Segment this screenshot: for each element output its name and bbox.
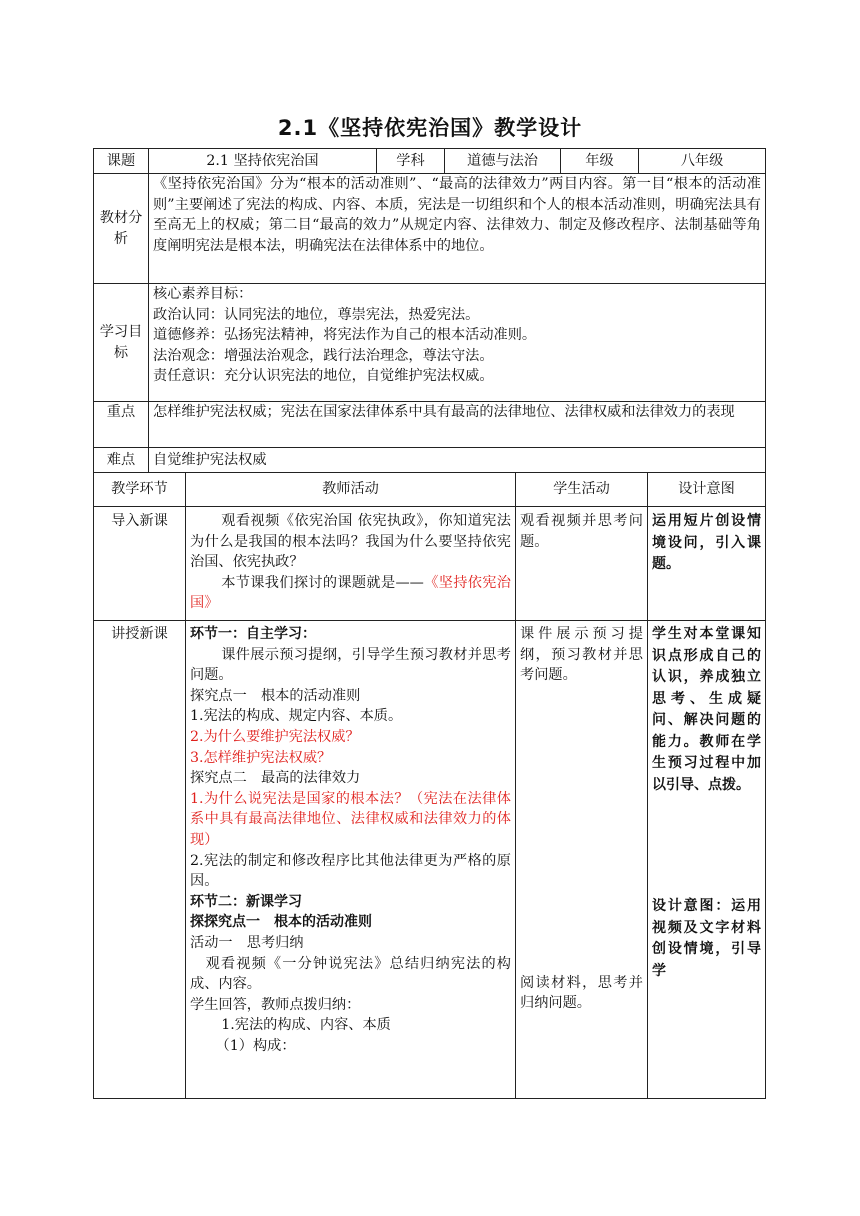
header-stage: 教学环节 — [94, 473, 186, 507]
lecture-stage: 讲授新课 — [94, 621, 186, 1099]
teacher-text: （1）构成： — [215, 1037, 296, 1054]
header-intent: 设计意图 — [648, 473, 766, 507]
grade-value: 八年级 — [639, 149, 766, 174]
teacher-text: 探究点二 最高的法律效力 — [190, 770, 361, 787]
overview-table — [93, 148, 766, 473]
intro-teacher-lead: 本节课我们探讨的课题就是—— — [221, 574, 424, 591]
course-label: 课题 — [94, 149, 149, 174]
goal-line: 核心素养目标： — [153, 286, 253, 302]
section-heading: 探探究点一 根本的活动准则 — [190, 914, 372, 931]
student-text: 课件展示预习提纲，预习教材并思考问题。 — [520, 626, 643, 684]
course-value: 2.1 坚持依宪治国 — [149, 149, 377, 174]
header-teacher: 教师活动 — [186, 473, 516, 507]
difficult-label: 难点 — [94, 448, 149, 473]
intro-teacher-text: 观看视频《依宪治国 依宪执政》，你知道宪法为什么是我国的根本法吗？我国为什么要坚持依宪治国、依宪执政？ — [190, 513, 511, 571]
goals-text — [149, 284, 766, 402]
teacher-text: 观看视频《一分钟说宪法》总结归纳宪法的构成、内容。 — [190, 955, 511, 993]
key-label: 重点 — [94, 402, 149, 448]
subject-value: 道德与法治 — [445, 149, 561, 174]
subject-label: 学科 — [377, 149, 445, 174]
intro-teacher — [186, 507, 516, 621]
section-heading: 环节一：自主学习： — [190, 626, 316, 642]
intro-teacher-topic: 《坚持依宪治国》 — [190, 574, 511, 612]
teacher-text: 1.宪法的构成、规定内容、本质。 — [190, 708, 403, 725]
process-table — [93, 472, 766, 1099]
teacher-text: 2.宪法的制定和修改程序比其他法律更为严格的原因。 — [190, 852, 511, 890]
teacher-text: 探究点一 根本的活动准则 — [190, 687, 361, 704]
page-title: 2.1《坚持依宪治国》教学设计 — [277, 116, 583, 140]
lecture-student — [516, 621, 648, 1099]
teacher-text: 活动一 思考归纳 — [190, 934, 304, 951]
analysis-text: 《坚持依宪治国》分为“根本的活动准则”、“最高的法律效力”两目内容。第一目“根本的活动准则”主要阐述了宪法的构成、内容、本质，宪法是一切组织和个人的根本活动准则，明确宪法具有至高无上的权威；第二目“最高的效力”从规定内容、法律效力、制定及修改程序、法制基础等角度阐明宪法是根本法，明确宪法在法律体系中的地位。 — [149, 174, 766, 284]
teacher-text: 课件展示预习提纲，引导学生预习教材并思考问题。 — [190, 646, 511, 684]
intro-student: 观看视频并思考问题。 — [516, 507, 648, 621]
key-text: 怎样维护宪法权威；宪法在国家法律体系中具有最高的法律地位、法律权威和法律效力的表现 — [149, 402, 766, 448]
header-student: 学生活动 — [516, 473, 648, 507]
difficult-text: 自觉维护宪法权威 — [149, 448, 766, 473]
question-text: 2.为什么要维护宪法权威？ — [190, 728, 360, 745]
analysis-label: 教材分析 — [94, 174, 149, 284]
goal-line: 政治认同：认同宪法的地位，尊崇宪法，热爱宪法。 — [153, 306, 480, 323]
teacher-text: 学生回答，教师点拨归纳： — [190, 996, 361, 1013]
intent-text: 设计意图：运用视频及文字材料创设情境，引导学 — [652, 898, 761, 979]
intro-intent: 运用短片创设情境设问，引入课题。 — [648, 507, 766, 621]
question-text: 3.怎样维护宪法权威？ — [190, 749, 332, 766]
goal-line: 法治观念：增强法治观念，践行法治理念，尊法守法。 — [153, 347, 494, 364]
teacher-text: 1.宪法的构成、内容、本质 — [221, 1017, 391, 1034]
lecture-intent — [648, 621, 766, 1099]
intro-stage: 导入新课 — [94, 507, 186, 621]
goals-label: 学习目标 — [94, 284, 149, 402]
grade-label: 年级 — [561, 149, 639, 174]
intent-text: 学生对本堂课知识点形成自己的认识，养成独立思考、生成疑问、解决问题的能力。教师在学生预习过程中加以引导、点拨。 — [652, 626, 761, 793]
question-text: 1.为什么说宪法是国家的根本法？（宪法在法律体系中具有最高法律地位、法律权威和法律效力的体现） — [190, 790, 511, 848]
goal-line: 道德修养：弘扬宪法精神，将宪法作为自己的根本活动准则。 — [153, 327, 537, 344]
section-heading: 环节二：新课学习 — [190, 893, 302, 910]
goal-line: 责任意识：充分认识宪法的地位，自觉维护宪法权威。 — [153, 368, 494, 385]
lecture-teacher — [186, 621, 516, 1099]
student-text: 阅读材料，思考并归纳问题。 — [520, 974, 643, 1012]
